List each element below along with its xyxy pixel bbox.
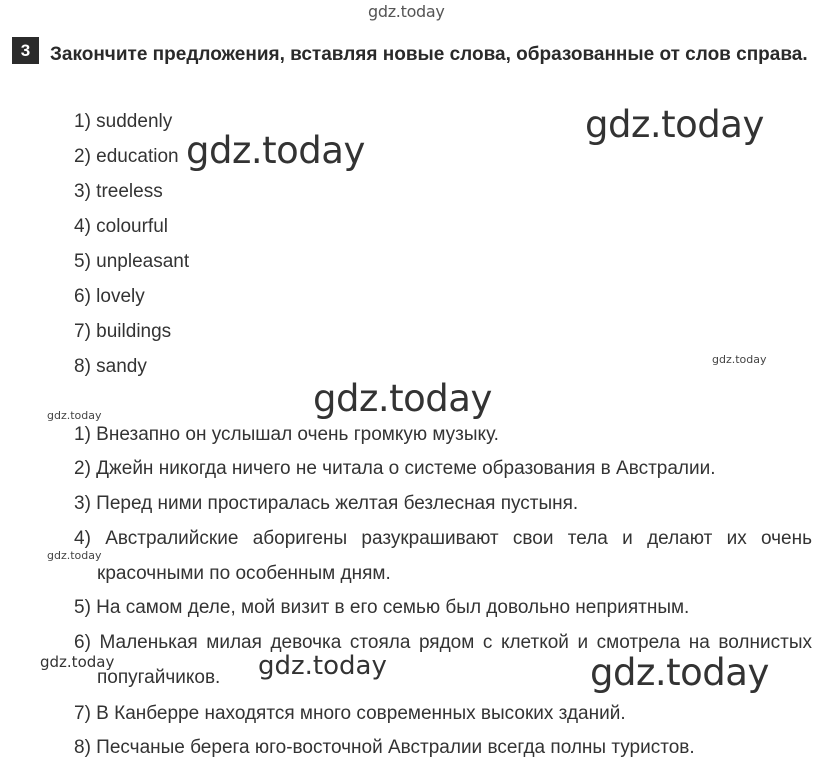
translation-item: 4) Австралийские аборигены разукрашивают свои тела и делают их очень — [74, 528, 812, 549]
watermark: gdz.today — [590, 651, 769, 694]
task-instruction: Закончите предложения, вставляя новые слова, образованные от слов справа. — [50, 44, 808, 65]
watermark: gdz.today — [47, 409, 102, 422]
translation-item: 1) Внезапно он услышал очень громкую музыку. — [74, 424, 499, 445]
answer-item: 8) sandy — [74, 356, 147, 377]
answer-item: 6) lovely — [74, 286, 145, 307]
watermark-top: gdz.today — [368, 2, 445, 21]
answer-item: 3) treeless — [74, 181, 163, 202]
english-answer-list — [74, 110, 189, 390]
watermark: gdz.today — [47, 549, 102, 562]
answer-item: 1) suddenly — [74, 111, 173, 132]
watermark: gdz.today — [258, 651, 387, 681]
translation-item: 7) В Канберре находятся много современных высоких зданий. — [74, 703, 626, 724]
translation-item: 8) Песчаные берега юго-восточной Австралии всегда полны туристов. — [74, 737, 695, 758]
watermark: gdz.today — [40, 653, 115, 671]
translation-item: 6) Маленькая милая девочка стояла рядом с клеткой и смотрела на волнистых — [74, 632, 812, 653]
answer-item: 7) buildings — [74, 321, 172, 342]
translation-item: 2) Джейн никогда ничего не читала о системе образования в Австралии. — [74, 458, 716, 479]
answer-item: 4) colourful — [74, 216, 168, 237]
watermark: gdz.today — [712, 353, 767, 366]
translation-item-continuation: попугайчиков. — [97, 667, 221, 688]
answer-item: 2) education — [74, 146, 179, 167]
translation-item: 5) На самом деле, мой визит в его семью был довольно неприятным. — [74, 597, 690, 618]
answer-item: 5) unpleasant — [74, 251, 190, 272]
watermark: gdz.today — [585, 103, 764, 146]
translation-item-continuation: красочными по особенным дням. — [97, 563, 391, 584]
translation-item: 3) Перед ними простиралась желтая безлесная пустыня. — [74, 493, 579, 514]
watermark: gdz.today — [186, 129, 365, 172]
task-number-badge: 3 — [12, 37, 39, 64]
watermark: gdz.today — [313, 377, 492, 420]
